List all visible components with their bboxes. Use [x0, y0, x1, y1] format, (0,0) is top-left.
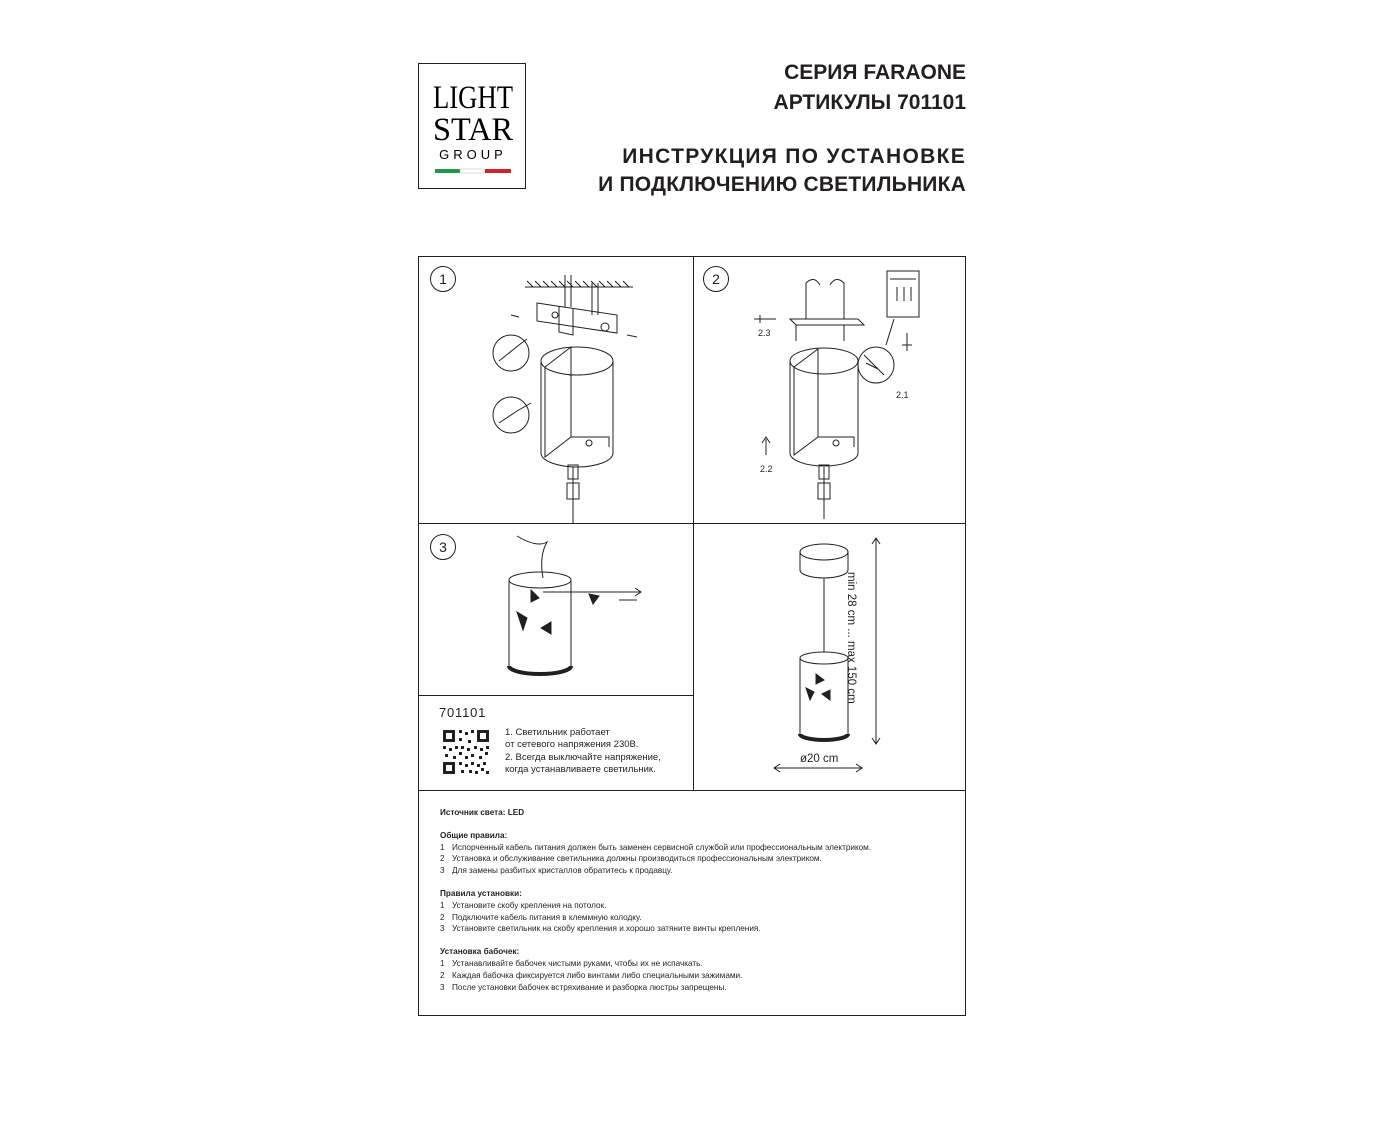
cable-connector-icon [567, 465, 579, 523]
dimension-panel [693, 523, 966, 791]
ceiling-hatch-icon [525, 281, 633, 287]
list-item: 2 Каждая бабочка фиксируется либо винтами либо специальными зажимами. [440, 970, 743, 980]
step1-illustration [419, 257, 695, 525]
list-item: 1 Испорченный кабель питания должен быть заменен сервисной службой или профессиональным электриком. [440, 842, 872, 852]
butterfly-icon [806, 674, 830, 700]
step2-number: 2 [703, 266, 729, 292]
label-2-1: 2.1 [896, 390, 909, 400]
warning-line: когда устанавливаете светильник. [505, 763, 656, 775]
label-2-3: 2.3 [758, 328, 771, 338]
step2-illustration [694, 257, 967, 525]
instruction-title-line1: ИНСТРУКЦИЯ ПО УСТАНОВКЕ [622, 145, 966, 168]
list-item: 1 Устанавливайте бабочек чистыми руками, чтобы их не испачкать. [440, 958, 703, 968]
install-rules-title: Правила установки: [440, 888, 522, 898]
dimension-illustration [694, 524, 967, 792]
brand-logo [418, 63, 526, 189]
logo-graphic [419, 64, 527, 190]
list-item: 3 Для замены разбитых кристаллов обратитесь к продавцу. [440, 866, 673, 876]
screwdriver-hand-icon [493, 335, 531, 433]
logo-line2: STAR [433, 112, 513, 148]
lamp-shade-icon [541, 347, 613, 467]
label-2-2: 2.2 [760, 464, 773, 474]
step3-number: 3 [430, 534, 456, 560]
flag-red-stripe [485, 169, 511, 173]
height-arrow-icon [872, 538, 880, 744]
step1-number: 1 [430, 266, 456, 292]
terminal-block-icon [858, 271, 919, 383]
logo-line3: GROUP [439, 147, 507, 162]
lamp-shade-icon [790, 348, 858, 466]
series-title: СЕРИЯ FARAONE [784, 61, 966, 84]
step3-panel [418, 523, 694, 696]
logo-line1: LIGHT [433, 80, 513, 116]
article-title: АРТИКУЛЫ 701101 [773, 91, 966, 114]
step2-panel [693, 256, 966, 524]
product-code: 701101 [439, 705, 487, 720]
warning-line: от сетевого напряжения 230В. [505, 739, 639, 751]
arrow-up-icon [762, 437, 770, 455]
list-item: 3 Установите светильник на скобу крепления и хорошо затяните винты крепления. [440, 924, 761, 934]
cable-connector-icon [818, 465, 830, 519]
width-arrow-icon [774, 764, 862, 772]
step3-illustration [419, 524, 695, 697]
flag-green-stripe [435, 169, 460, 173]
flag-white-stripe [460, 169, 485, 173]
list-item: 2 Подключите кабель питания в клеммную колодку. [440, 912, 642, 922]
butterfly-rules-title: Установка бабочек: [440, 947, 520, 957]
list-item: 3 После установки бабочек встряхивание и разборка люстры запрещены. [440, 982, 727, 992]
diameter-dimension-label: ø20 cm [800, 753, 839, 765]
height-dimension-label: min 28 cm ... max 150 cm [845, 572, 857, 704]
warning-line: 1. Светильник работает [505, 727, 610, 738]
light-source-line: Источник света: LED [440, 808, 525, 817]
list-item: 2 Установка и обслуживание светильника должны производиться профессиональным электриком. [440, 854, 822, 864]
safety-warning [505, 727, 661, 776]
list-item: 1 Установите скобу крепления на потолок. [440, 900, 607, 910]
pendant-lamp-icon [509, 536, 571, 674]
ceiling-canopy-icon [800, 544, 848, 652]
rules-text [440, 807, 871, 993]
warning-line: 2. Всегда выключайте напряжение, [505, 751, 661, 763]
butterfly-icon [517, 590, 599, 634]
general-rules-title: Общие правила: [440, 830, 508, 840]
instruction-title-line2: И ПОДКЛЮЧЕНИЮ СВЕТИЛЬНИКА [598, 173, 966, 196]
step1-panel [418, 256, 694, 524]
